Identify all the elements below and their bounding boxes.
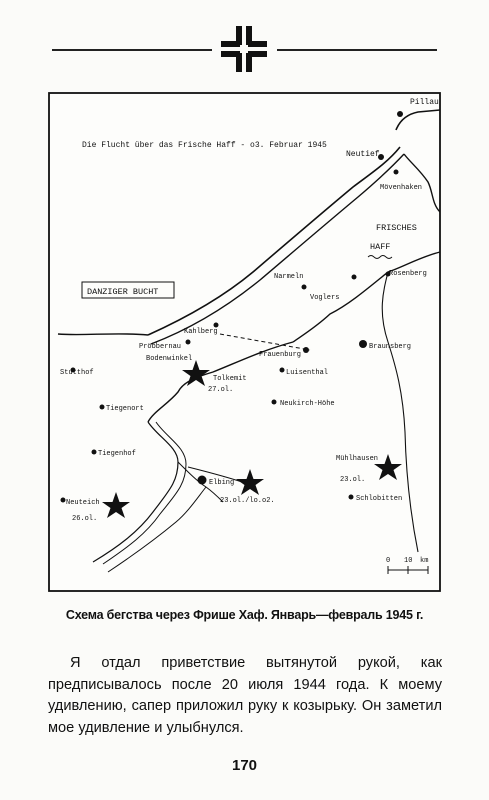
label-schlobitten: Schlobitten [356, 495, 403, 503]
scale-zero: 0 [386, 557, 391, 565]
page-number: 170 [231, 757, 258, 774]
map-caption: Схема бегства через Фрише Хаф. Январь—февраль 1945 г. [65, 608, 424, 622]
label-neuteich-date: 26.ol. [72, 515, 98, 523]
label-tiegenhof: Tiegenhof [98, 450, 136, 458]
label-haff: HAFF [370, 242, 391, 252]
header-rule-right [277, 49, 437, 51]
escape-route-map [48, 92, 441, 592]
header-rule-left [52, 49, 212, 51]
label-braunsberg: Braunsberg [369, 343, 412, 351]
label-stutthof: Stutthof [60, 369, 94, 377]
label-elbing: Elbing [209, 479, 235, 487]
label-elbing-date: 23.ol./lo.o2. [220, 497, 275, 505]
label-voglers: Voglers [310, 294, 340, 302]
map-title: Die Flucht über das Frische Haff - o3. Februar 1945 [82, 141, 327, 150]
label-tiegenort: Tiegenort [106, 405, 144, 413]
label-tolkemit-date: 27.ol. [208, 386, 234, 394]
scale-ten: 10 [404, 557, 413, 565]
label-tolkemit: Tolkemit [213, 375, 247, 383]
scale-unit: km [420, 557, 429, 565]
body-paragraph: Я отдал приветствие вытянутой рукой, как предписывалось после 20 июля 1944 года. К моему удивлению, сапер приложил руку к козырьку. Он заметил мое удивление и улыбнулся. [48, 655, 442, 736]
label-muhlhausen-date: 23.ol. [340, 476, 366, 484]
label-pillau: Pillau [410, 98, 439, 107]
label-probbernau: Pröbbernau [139, 343, 182, 351]
label-danziger-bucht: DANZIGER BUCHT [87, 287, 159, 297]
balkenkreuz-icon [221, 26, 267, 72]
label-rosenberg: Rosenberg [389, 270, 427, 278]
label-neukirch: Neukirch-Höhe [280, 400, 335, 408]
label-muhlhausen: Mühlhausen [336, 455, 379, 463]
label-bodenwinkel: Bodenwinkel [146, 355, 193, 363]
label-frisches: FRISCHES [376, 223, 417, 233]
label-frauenburg: Frauenburg [259, 351, 302, 359]
label-kahlberg: Kahlberg [184, 328, 218, 336]
label-neutief: Neutief [346, 150, 380, 159]
label-narmeln: Narmeln [274, 273, 304, 281]
label-neuteich: Neuteich [66, 499, 100, 507]
label-movenhaken: Mövenhaken [380, 184, 423, 192]
label-luisenthal: Luisenthal [286, 369, 329, 377]
